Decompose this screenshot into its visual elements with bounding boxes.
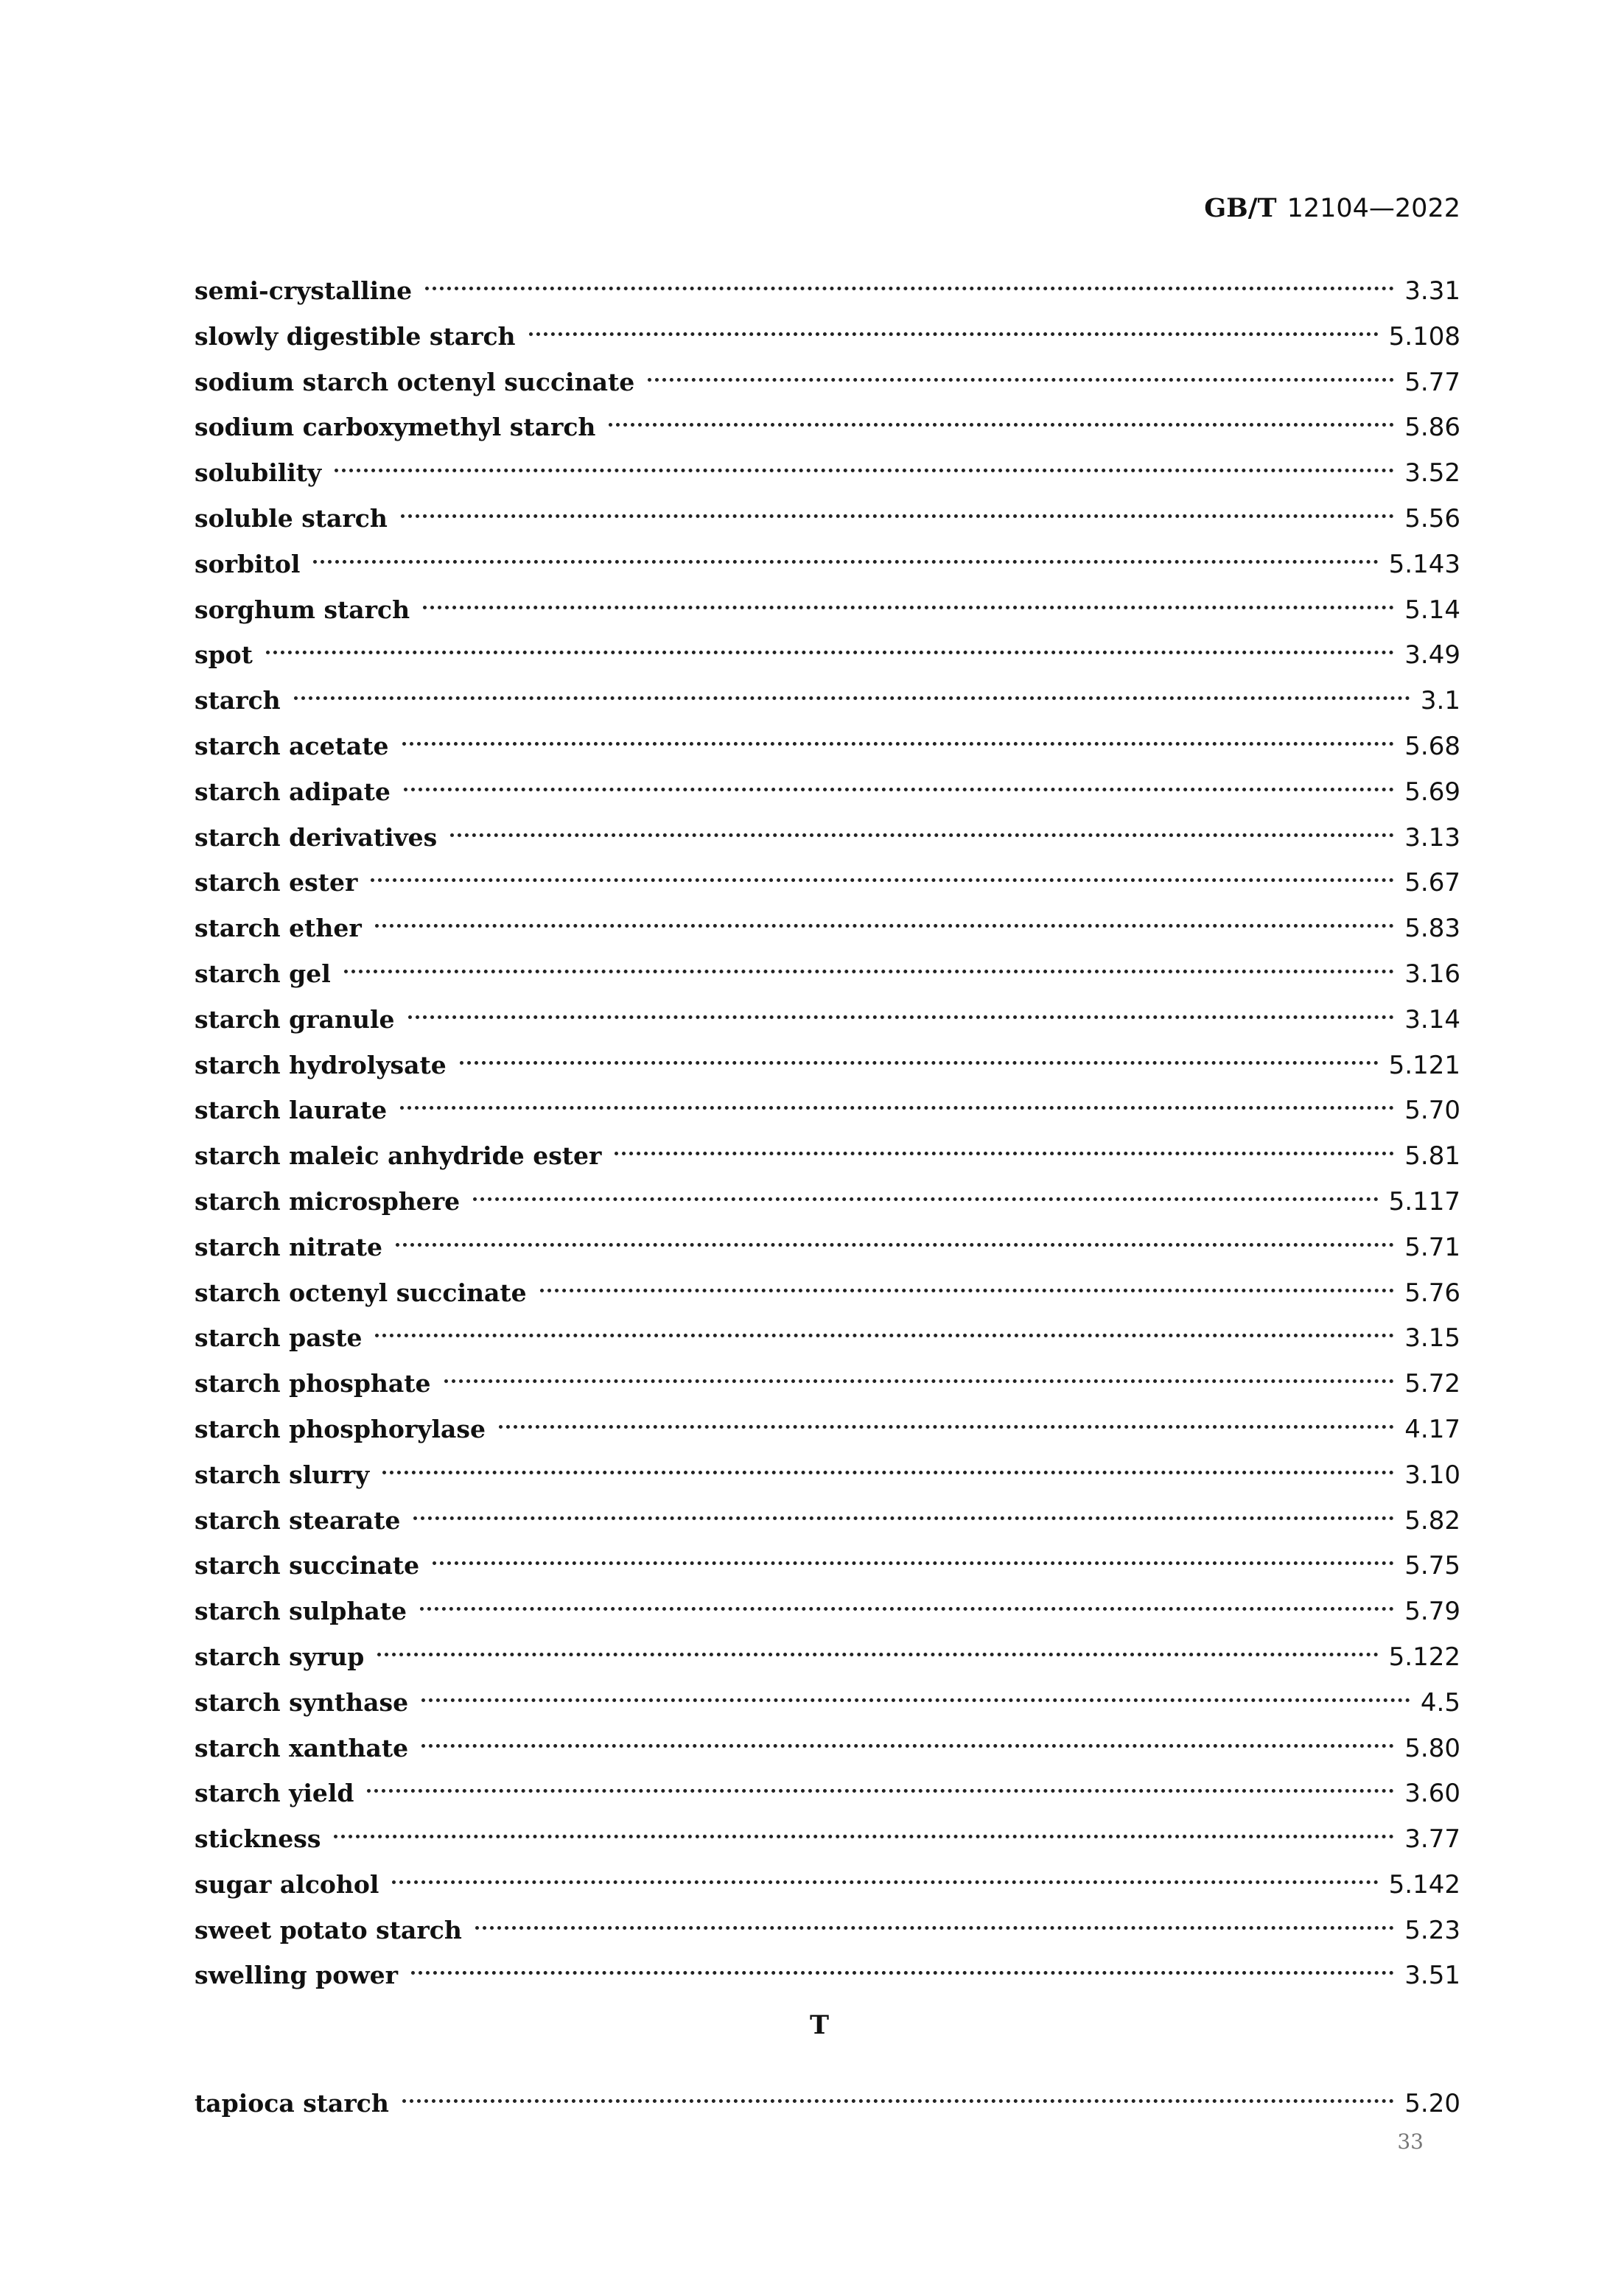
index-reference: 5.82 [1404, 1505, 1460, 1536]
index-term: starch microsphere [195, 1186, 461, 1216]
index-reference: 3.14 [1404, 1004, 1460, 1035]
index-entry [195, 1179, 1460, 1225]
index-entry [195, 678, 1460, 724]
index-entry [195, 860, 1460, 906]
index-reference: 3.49 [1404, 640, 1460, 671]
index-entry [195, 1498, 1460, 1544]
dot-leader [460, 1061, 1379, 1065]
index-entry [195, 1270, 1460, 1316]
dot-leader [392, 1880, 1378, 1884]
index-term: sweet potato starch [195, 1915, 462, 1944]
index-term: starch acetate [195, 731, 389, 760]
index-term: starch yield [195, 1779, 354, 1808]
dot-leader [377, 1653, 1378, 1656]
index-reference: 3.51 [1404, 1961, 1460, 1991]
index-entry [195, 360, 1460, 405]
index-reference: 4.17 [1404, 1414, 1460, 1444]
index-term: starch nitrate [195, 1232, 382, 1261]
index-reference: 3.16 [1404, 959, 1460, 989]
index-term: swelling power [195, 1961, 399, 1990]
dot-leader [375, 924, 1395, 928]
dot-leader [402, 742, 1395, 746]
dot-leader [401, 514, 1394, 518]
index-reference: 5.80 [1404, 1733, 1460, 1763]
index-entry [195, 1088, 1460, 1133]
dot-leader [411, 1971, 1394, 1975]
dot-leader [371, 878, 1394, 882]
dot-leader [294, 696, 1410, 700]
dot-leader [423, 606, 1394, 609]
index-entry [195, 496, 1460, 542]
index-reference: 5.75 [1404, 1551, 1460, 1581]
index-reference: 5.83 [1404, 914, 1460, 944]
index-entry [195, 632, 1460, 678]
index-term: starch stearate [195, 1505, 401, 1535]
dot-leader [266, 651, 1394, 654]
index-reference: 5.122 [1388, 1642, 1460, 1672]
index-reference: 5.77 [1404, 367, 1460, 397]
index-entry [195, 1361, 1460, 1407]
index-term: starch laurate [195, 1096, 388, 1125]
index-reference: 3.15 [1404, 1323, 1460, 1354]
index-reference: 5.121 [1388, 1050, 1460, 1080]
index-term: starch slurry [195, 1460, 370, 1489]
dot-leader [499, 1425, 1394, 1429]
index-term: sugar alcohol [195, 1869, 379, 1899]
index-entry [195, 1908, 1460, 1953]
index-entry [195, 268, 1460, 314]
index-reference: 5.143 [1388, 549, 1460, 579]
dot-leader [367, 1789, 1394, 1793]
dot-leader [450, 833, 1394, 837]
index-reference: 5.76 [1404, 1278, 1460, 1308]
index-entry [195, 1953, 1460, 1998]
index-reference: 5.20 [1404, 2089, 1460, 2118]
index-entry [195, 1225, 1460, 1270]
index-term: spot [195, 640, 253, 670]
index-entry [195, 542, 1460, 587]
index-reference: 5.142 [1388, 1869, 1460, 1900]
index-reference: 5.86 [1404, 413, 1460, 443]
index-reference: 5.70 [1404, 1096, 1460, 1126]
index-reference: 5.71 [1404, 1232, 1460, 1262]
index-entry [195, 769, 1460, 815]
index-list-s [195, 268, 1460, 1998]
index-reference: 5.68 [1404, 731, 1460, 761]
index-reference: 5.108 [1388, 321, 1460, 351]
dot-leader [420, 1607, 1394, 1611]
index-entry [195, 2081, 1460, 2126]
index-reference: 4.5 [1420, 1687, 1460, 1718]
dot-leader [313, 560, 1378, 564]
index-term: starch octenyl succinate [195, 1278, 527, 1307]
index-reference: 3.1 [1420, 686, 1460, 716]
index-term: starch granule [195, 1004, 395, 1034]
index-term: starch hydrolysate [195, 1050, 447, 1079]
index-entry [195, 1680, 1460, 1726]
index-entry [195, 405, 1460, 450]
dot-leader [408, 1015, 1395, 1019]
index-term: starch paste [195, 1323, 363, 1353]
dot-leader [529, 332, 1379, 336]
index-term: starch sulphate [195, 1597, 407, 1626]
index-term: starch adipate [195, 777, 391, 806]
index-term: solubility [195, 458, 322, 488]
index-entry [195, 906, 1460, 951]
index-reference: 5.79 [1404, 1597, 1460, 1627]
index-entry [195, 1043, 1460, 1088]
index-entry [195, 1634, 1460, 1680]
index-term: starch ester [195, 868, 358, 897]
index-reference: 5.23 [1404, 1915, 1460, 1945]
index-entry [195, 314, 1460, 360]
index-term: starch ether [195, 914, 362, 943]
index-term: starch gel [195, 959, 331, 988]
index-entry [195, 1726, 1460, 1771]
dot-leader [421, 1744, 1394, 1748]
index-term: tapioca starch [195, 2089, 389, 2118]
section-heading-t: T [809, 2010, 830, 2040]
index-reference: 5.72 [1404, 1369, 1460, 1399]
dot-leader [444, 1379, 1395, 1383]
index-term: starch syrup [195, 1642, 365, 1671]
index-term: soluble starch [195, 503, 388, 533]
standard-number: 12104—2022 [1287, 194, 1460, 223]
dot-leader [473, 1197, 1379, 1201]
index-reference: 3.52 [1404, 458, 1460, 489]
index-term: starch phosphate [195, 1369, 431, 1398]
index-reference: 5.69 [1404, 777, 1460, 807]
index-reference: 3.10 [1404, 1460, 1460, 1490]
index-reference: 5.14 [1404, 595, 1460, 625]
index-entry [195, 997, 1460, 1043]
standard-code: GB/T [1204, 193, 1277, 223]
index-entry [195, 1589, 1460, 1634]
dot-leader [382, 1471, 1394, 1474]
dot-leader [475, 1926, 1394, 1930]
index-reference: 5.67 [1404, 868, 1460, 898]
index-entry [195, 1543, 1460, 1589]
index-term: sorghum starch [195, 595, 410, 624]
index-term: stickness [195, 1824, 321, 1854]
dot-leader [425, 287, 1394, 290]
dot-leader [404, 788, 1394, 791]
index-term: semi-crystalline [195, 276, 413, 305]
index-term: starch derivatives [195, 822, 438, 852]
dot-leader [648, 378, 1394, 382]
index-entry [195, 1816, 1460, 1862]
index-entry [195, 1315, 1460, 1361]
dot-leader [402, 2099, 1394, 2103]
dot-leader [413, 1516, 1394, 1520]
index-term: starch xanthate [195, 1733, 409, 1762]
dot-leader [335, 469, 1394, 472]
index-entry [195, 1862, 1460, 1908]
index-entry [195, 1771, 1460, 1816]
index-term: slowly digestible starch [195, 321, 516, 351]
dot-leader [344, 970, 1395, 973]
index-entry [195, 450, 1460, 496]
index-entry [195, 587, 1460, 633]
index-reference: 5.81 [1404, 1141, 1460, 1172]
dot-leader [400, 1106, 1394, 1110]
index-term: starch succinate [195, 1551, 420, 1580]
dot-leader [433, 1561, 1394, 1565]
index-entry [195, 1133, 1460, 1179]
index-term: sodium carboxymethyl starch [195, 413, 596, 442]
page-header [1204, 193, 1460, 223]
dot-leader [334, 1835, 1394, 1838]
dot-leader [421, 1698, 1410, 1702]
index-entry [195, 724, 1460, 769]
index-reference: 5.56 [1404, 503, 1460, 533]
dot-leader [609, 423, 1394, 427]
index-list-t [195, 2081, 1460, 2126]
index-term: sodium starch octenyl succinate [195, 367, 635, 396]
index-reference: 3.13 [1404, 822, 1460, 853]
dot-leader [615, 1152, 1394, 1155]
index-term: starch synthase [195, 1687, 409, 1717]
index-reference: 3.60 [1404, 1779, 1460, 1809]
index-term: starch maleic anhydride ester [195, 1141, 602, 1171]
index-entry [195, 815, 1460, 861]
dot-leader [540, 1289, 1395, 1292]
index-term: starch phosphorylase [195, 1414, 486, 1443]
index-entry [195, 951, 1460, 997]
index-term: starch [195, 686, 281, 715]
dot-leader [375, 1334, 1394, 1337]
dot-leader [396, 1243, 1394, 1247]
index-entry [195, 1452, 1460, 1498]
page-number: 33 [1397, 2129, 1424, 2154]
index-term: sorbitol [195, 549, 301, 578]
index-reference: 3.77 [1404, 1824, 1460, 1855]
index-entry [195, 1407, 1460, 1452]
index-reference: 5.117 [1388, 1186, 1460, 1216]
index-reference: 3.31 [1404, 276, 1460, 306]
